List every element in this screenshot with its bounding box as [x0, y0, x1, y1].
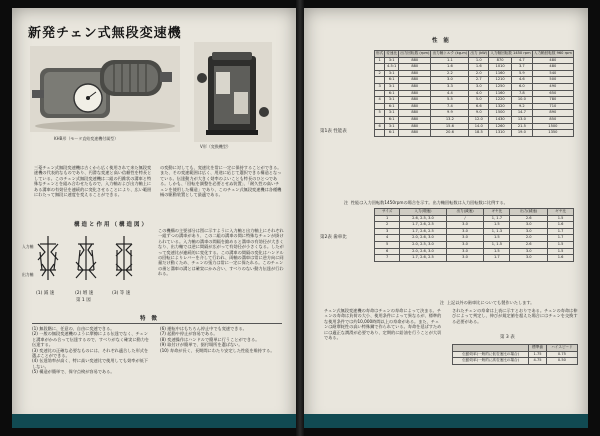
table-cell: 1.7, 2.6, 2.5 [400, 222, 446, 229]
table-cell: 18.5 [469, 130, 489, 137]
table-row [453, 358, 578, 365]
table-row [375, 103, 574, 110]
table-cell: 880 [399, 123, 431, 130]
table-cell: 2.0 [510, 235, 548, 242]
page-title: 新発チェン式無段変速機 [28, 26, 182, 41]
table-cell: 1.5 [484, 235, 510, 242]
table-cell: 1.7, 2.6, 2.5 [400, 255, 446, 262]
table-cell: 1.7 [484, 255, 510, 262]
table-cell: 19.0 [512, 130, 533, 137]
table-cell: 13.2 [431, 116, 469, 123]
table-cell: 5 [375, 110, 385, 117]
features-right: (6) 運転中はもちろん停止中でも変速できる。 (7) 起動や停止が容易である。 (8) 変速操作はハンドルで簡単に行うことができる。 (9) 取付けが簡単で、据付場所を選ばない。 (10) 寿命が長く、長期間にわたり安定した性能を維持する。 [160, 326, 275, 353]
table-cell: 6 [375, 248, 400, 255]
right-footer-band [304, 414, 588, 428]
table-cell: 4 [375, 235, 400, 242]
performance-heading: 性 能 [432, 38, 451, 44]
table-row [375, 130, 574, 137]
table-cell: 2.2 [431, 70, 469, 77]
table-cell: 4.75 [529, 358, 547, 365]
table-cell: 7.4 [431, 103, 469, 110]
table-row [375, 222, 574, 229]
table-cell: 6:1 [385, 116, 399, 123]
table-cell: 4.0 [469, 90, 489, 97]
table-row [375, 97, 574, 104]
table-cell: 1220 [489, 97, 512, 104]
table-cell: 3 [375, 83, 385, 90]
table-cell: 1.5 [548, 248, 574, 255]
table-cell: 20.6 [431, 130, 469, 137]
table-cell: 480 [532, 57, 573, 64]
table-cell: 3:1 [385, 57, 399, 64]
table-cell: 2.0, 2.6, 3.0 [400, 248, 446, 255]
body-text-left: チェン式無段変速機の寿命はチェンの寿命によって決まる。チェンの寿命は負荷の大小、使用条件によって異なるが、標準的な使用条件では約10,000時間以上の寿命がある。また、チェンは耐摩耗性の高い特殊鋼で作られている。寿命を延ばすためには適正な潤滑が必要であり、定期的に給油を行うことが大切である。 [324, 308, 442, 341]
table-cell: 5.9 [512, 70, 533, 77]
table-cell: 870 [489, 57, 512, 64]
table-cell: 2.6, 2.5, 3.0 [400, 215, 446, 222]
table-cell: 1.1 [431, 57, 469, 64]
table-cell: 890 [532, 110, 573, 117]
performance-table [374, 50, 574, 137]
table-cell: 2.0, 2.6, 3.0 [400, 235, 446, 242]
structure-text: この機構の主要部分は図に示すように入力軸と出力軸上にそれぞれ一組ずつの溝車があり、この二組の溝車の間に特殊なチェンが掛けられている。入力軸の溝車の間隔を縮めると溝車の有効径が大きくなり、出力軸では逆に間隔が広がって有効径が小さくなる。したがって変速比が連続的に変化する。この溝車の間隔の変化はハンドルの回転によりレバーを介して行われ、両軸の溝車は常に逆方向に同量だけ動くため、チェンの張力は常に一定に保たれる。このチェンの歯と溝車の溝とは確実にかみ合い、すべりのない動力伝達が行われる。 [158, 228, 284, 277]
motor-drive-photo [30, 46, 180, 132]
table-cell: 15.6 [431, 123, 469, 130]
table-cell: 3:1 [385, 123, 399, 130]
table-cell: 1010 [489, 64, 512, 71]
table-cell: 9.9 [431, 110, 469, 117]
table-cell: 14.7 [512, 110, 533, 117]
table-cell: 3.0 [510, 248, 548, 255]
table-row [375, 123, 574, 130]
table-row [375, 116, 574, 123]
table-cell: 3:1 [385, 110, 399, 117]
table-cell: 1, 1.7 [484, 215, 510, 222]
table-cell: 3:1 [385, 97, 399, 104]
intro-text: 三菱チェン式無段変速機は古くから広く使用されて来た無段変速機の代表的なものであり、円滑な変速と高い信頼性を特長としている。このチェン式無段変速機は二組の円錐状の溝車と特殊なチェンとを組み合わせたもので、入力軸および出力軸上にある溝車の有効径を連続的に変化させることにより、広い範囲にわたって無段に速度を変えることができる。 [34, 165, 152, 198]
table-cell: 1.6 [469, 64, 489, 71]
table-cell: 3.0 [446, 241, 484, 248]
table-cell: 2.6 [510, 241, 548, 248]
table-row [375, 255, 574, 262]
table3-label: 第 3 表 [500, 335, 515, 340]
table-cell: 780 [532, 97, 573, 104]
table-cell: 0.50 [546, 358, 577, 365]
table-cell: 1160 [489, 90, 512, 97]
table-cell: 1500 [489, 110, 512, 117]
table-cell: 1210 [489, 77, 512, 84]
table-cell: 6.0 [512, 83, 533, 90]
table-cell: 880 [399, 77, 431, 84]
table-cell: 21.5 [512, 123, 533, 130]
table-cell: 7.8 [512, 90, 533, 97]
table-cell: 880 [399, 83, 431, 90]
table-cell [375, 64, 385, 71]
fig-label-1: (1) 減 速 [36, 291, 55, 296]
divider [32, 323, 282, 324]
table-cell: 1.5 [484, 222, 510, 229]
table-cell: 4.4 [431, 90, 469, 97]
table-cell: 880 [399, 70, 431, 77]
table-cell: 710 [532, 103, 573, 110]
table-cell: 1500 [532, 123, 573, 130]
binding-spine [296, 0, 304, 436]
table-cell: 500 [532, 77, 573, 84]
table-row [375, 228, 574, 235]
table-cell: 880 [399, 97, 431, 104]
table1-header: 変速比 [385, 51, 399, 58]
table2-header: 出力(減速) [446, 209, 484, 216]
table-cell: 3.7 [512, 64, 533, 71]
table-cell: 1.5 [484, 248, 510, 255]
table-row [375, 215, 574, 222]
efficiency-table [452, 344, 578, 365]
photo1-caption: KHB形（モータ直結変速機付属型） [54, 136, 119, 141]
table-cell: 7 [375, 255, 400, 262]
table-cell: 1350 [532, 130, 573, 137]
table-cell: 1, 1.3 [484, 228, 510, 235]
table-cell: 1.7 [548, 235, 574, 242]
table-cell: 880 [399, 110, 431, 117]
table-cell: 1310 [489, 130, 512, 137]
table2-header: 入力(増速) [400, 209, 446, 216]
features-heading: 特 徴 [140, 316, 159, 322]
v-type-unit-photo [194, 42, 272, 142]
table-cell: 1.0 [469, 57, 489, 64]
table-cell: 2.7 [469, 77, 489, 84]
table-row [375, 110, 574, 117]
table-cell: 2.0, 2.5, 3.0 [400, 241, 446, 248]
table-cell: 880 [399, 90, 431, 97]
table-cell: 伝動効率(一般的に高変速比の場合) [453, 358, 529, 365]
left-page [12, 8, 296, 428]
table1-header: 入力軸回転数 960 rpm [532, 51, 573, 58]
fig-caption: 第 1 図 [76, 298, 91, 303]
table-cell: 2 [375, 70, 385, 77]
table-cell: 480 [532, 64, 573, 71]
table-row [375, 57, 574, 64]
table-cell: 2.0 [469, 70, 489, 77]
table-cell: 490 [532, 83, 573, 90]
right-page [304, 8, 588, 428]
table-cell: 4.6 [512, 77, 533, 84]
table-cell: 6.6 [469, 103, 489, 110]
table1-header: 出力回転数 (rpm) [399, 51, 431, 58]
table-cell: 3.0 [510, 255, 548, 262]
table-row [375, 83, 574, 90]
table3-header: 標準値 [529, 345, 547, 352]
table1-label: 第1表 性能表 [320, 129, 347, 134]
table2-header: サイズ [375, 209, 400, 216]
table-cell: 13.0 [512, 116, 533, 123]
table-cell: 伝動効率(一般的に低変速比の場合) [453, 351, 529, 358]
table-cell: 3.0 [446, 235, 484, 242]
table-cell: 650 [532, 90, 573, 97]
features-left: (1) 無段階に、任意の、自由に変速できる。 (2) 一般の無段変速機のように摩擦による伝達でなく、チェンと溝車がかみ合って伝達するので、すべりがなく確実に動力を伝達する。 (3) 変速比の正確な必要なものには、それぞれ適合した形式を選ぶことができる。 (4) 伝達効率が高く、特に高い変速比で使用しても効率が低下しない。 (5) 構造が簡単で、保守点検が容易である。 [32, 326, 150, 375]
table1-header: 形式 [375, 51, 385, 58]
table-cell: 3:1 [385, 83, 399, 90]
table-row [375, 235, 574, 242]
table-cell: 2 [375, 222, 400, 229]
table-cell: 1.6 [431, 64, 469, 71]
table-cell: 1, 1.5 [484, 241, 510, 248]
fig-label-2: (2) 増 速 [75, 291, 94, 296]
table-cell: 3.0 [446, 222, 484, 229]
table-row [375, 70, 574, 77]
table-cell: 1.6 [548, 222, 574, 229]
table-cell [375, 90, 385, 97]
table-cell: 1 [375, 215, 400, 222]
table-cell: / [446, 215, 484, 222]
table-cell [375, 116, 385, 123]
table-cell: 880 [399, 57, 431, 64]
table-cell: 3.0 [431, 77, 469, 84]
table2-body [375, 215, 574, 261]
table-cell: 3.0 [469, 83, 489, 90]
table-cell: 14.0 [469, 123, 489, 130]
fig-label-output-shaft: 出力軸 [22, 272, 34, 277]
table-cell: 1.7, 2.6, 2.5 [400, 228, 446, 235]
table-cell: 6 [375, 123, 385, 130]
table-cell: 2.6 [510, 215, 548, 222]
table1-body [375, 57, 574, 136]
table-cell: 1.7 [548, 228, 574, 235]
intro-text-2: の変動に対しても、変速比を常に一定に保持することができる。また、その変速範囲は広く、用途に応じて選択できる構造となっている。伝達動力が大きく効率のよいことも特長のひとつである。しかも、「回転を調整を必要とせぬ装置」、「耐久性の高いチェンを使用した構造」であり、このチェン式無段変速機は各種機械の駆動装置として最適である。 [160, 165, 282, 198]
table-cell: 5 [375, 241, 400, 248]
table-cell: 4 [375, 97, 385, 104]
table3-body [453, 351, 578, 364]
table-cell: 880 [399, 130, 431, 137]
table2-header: ギヤ比 [484, 209, 510, 216]
table-cell: 1260 [489, 123, 512, 130]
figure-1-diagram [26, 230, 146, 288]
table-cell: 6:1 [385, 130, 399, 137]
table1-note: 注 性能は入力回転数1450rpmの場合を示す。出力軸回転数は入力回転数に比例する。 [344, 200, 508, 205]
gear-ratio-table [374, 208, 574, 262]
table-cell: 880 [399, 103, 431, 110]
structure-heading: 構造と作用（構造図） [74, 222, 150, 228]
table-cell: 3.0 [446, 255, 484, 262]
table-cell: 1.6 [548, 255, 574, 262]
table-cell: 3.0 [510, 228, 548, 235]
table2-note: 注 上記以外の歯車比についても製作いたします。 [440, 300, 535, 305]
table-cell: 3.0 [510, 222, 548, 229]
table-cell: 1 [375, 57, 385, 64]
table-cell: 850 [532, 116, 573, 123]
table-cell [375, 103, 385, 110]
table-row [375, 64, 574, 71]
table-cell: 4.5:1 [385, 64, 399, 71]
table-row [375, 241, 574, 248]
table-cell: 880 [399, 64, 431, 71]
table-row [375, 77, 574, 84]
table-cell: 9.2 [512, 103, 533, 110]
table2-header: 出力(減速) [510, 209, 548, 216]
table-cell: 6:1 [385, 90, 399, 97]
table-cell: 3 [375, 228, 400, 235]
table-row [375, 248, 574, 255]
table2-label: 第2表 歯車比 [320, 235, 347, 240]
table-cell: 3:1 [385, 70, 399, 77]
table-cell: 1.5 [548, 241, 574, 248]
table2-header: ギヤ比 [548, 209, 574, 216]
table-cell: 1.5 [548, 215, 574, 222]
table1-header: 入力軸回転数 1450 rpm [489, 51, 533, 58]
table-cell: 1320 [489, 103, 512, 110]
table3-header: ハイスピード [546, 345, 577, 352]
table-cell: 6:1 [385, 77, 399, 84]
table-row [375, 90, 574, 97]
table-cell: 880 [399, 116, 431, 123]
left-footer-band [12, 414, 296, 428]
table-cell: 1250 [489, 83, 512, 90]
table-cell: 5.5 [431, 97, 469, 104]
table-cell: 10.0 [512, 97, 533, 104]
table-cell: 4.7 [512, 57, 533, 64]
table-cell: 540 [532, 70, 573, 77]
table-cell: 3.3 [431, 83, 469, 90]
body-text-right: されたチェンの寿命は上表に示すとおりである。チェンの寿命は伸びによって判定し、伸びが規定値を超えた場合にはチェンを交換する必要がある。 [452, 308, 578, 324]
table-cell: 3.0 [446, 248, 484, 255]
table-row [453, 351, 578, 358]
table-cell: 9.0 [469, 110, 489, 117]
photo2-caption: V形（変換機型） [200, 144, 231, 149]
table-cell: 0.75 [546, 351, 577, 358]
table-cell: 1.75 [529, 351, 547, 358]
table-cell: 12.0 [469, 116, 489, 123]
table1-header: 出力軸トルク (kg-m) [431, 51, 469, 58]
table1-header: 出力 (kW) [469, 51, 489, 58]
fig-label-3: (3) 等 速 [112, 291, 131, 296]
table3-header [453, 345, 529, 352]
table-cell [375, 130, 385, 137]
table-cell: 1430 [489, 116, 512, 123]
table-cell: 5.0 [469, 97, 489, 104]
table-cell: 6:1 [385, 103, 399, 110]
table-cell: 3.0 [446, 228, 484, 235]
table-cell [375, 77, 385, 84]
fig-label-input-shaft: 入力軸 [22, 244, 34, 249]
table-cell: 1160 [489, 70, 512, 77]
